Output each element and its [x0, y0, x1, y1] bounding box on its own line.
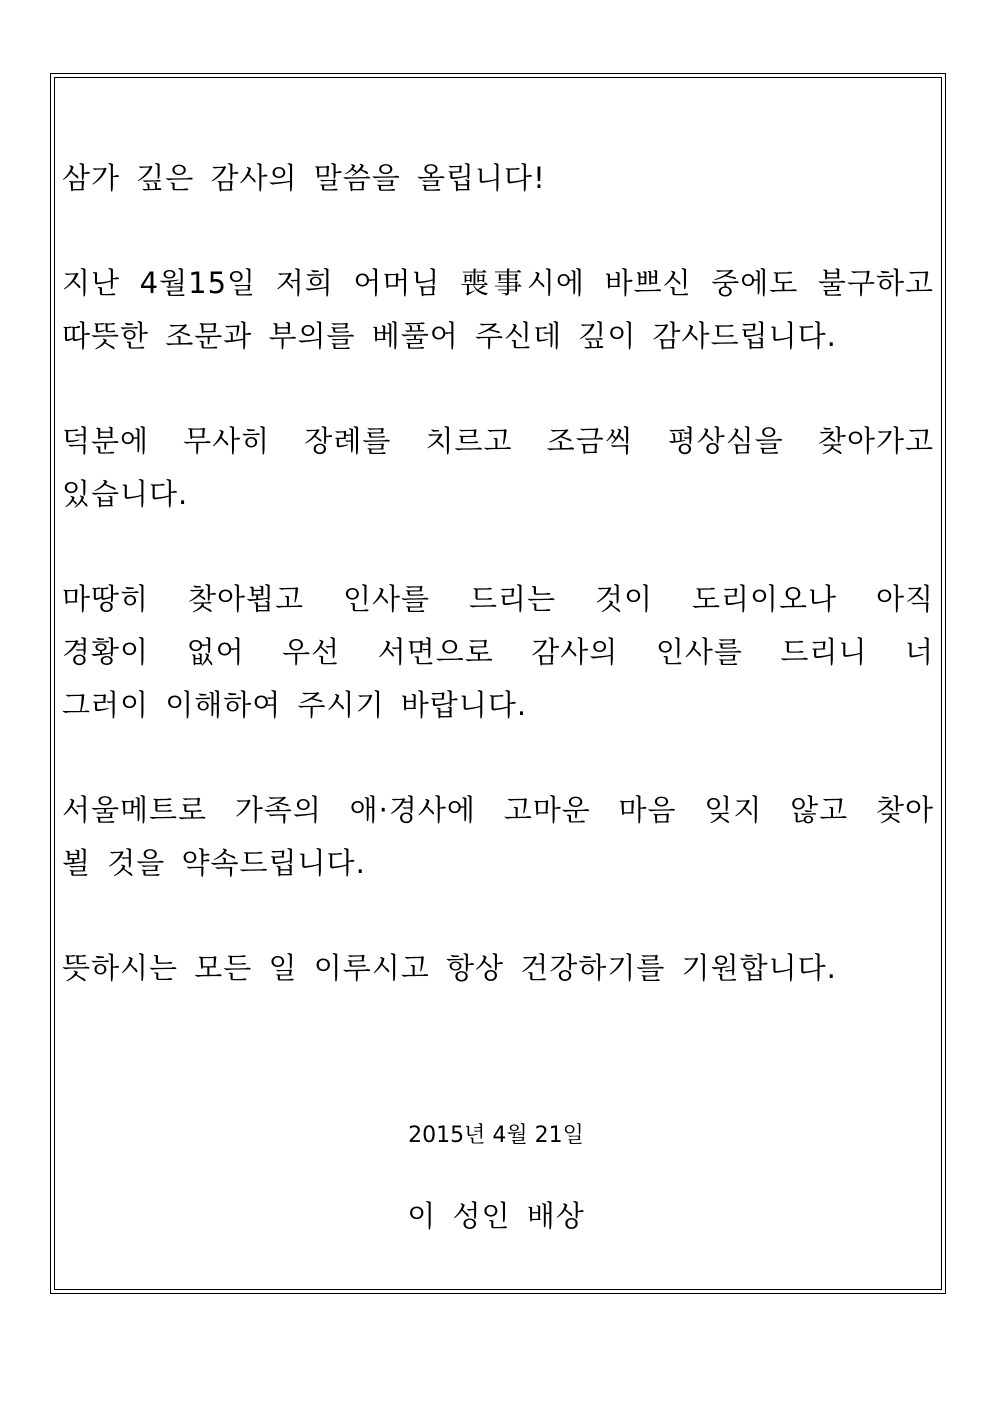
letter-body — [62, 152, 934, 1047]
paragraph-written-thanks — [62, 573, 934, 732]
paragraph-line: 뵐 것을 약속드립니다. — [62, 846, 366, 880]
paragraph-line: 따뜻한 조문과 부의를 베풀어 주신데 깊이 감사드립니다. — [62, 319, 837, 353]
greeting-paragraph — [62, 152, 934, 205]
letter-signature: 이 성인 배상 — [407, 1199, 585, 1233]
paragraph-line: 지난 4월15일 저희 어머님 喪事시에 바쁘신 중에도 불구하고 — [62, 266, 934, 300]
paragraph-promise — [62, 784, 934, 890]
paragraph-condolence-thanks — [62, 257, 934, 363]
paragraph-line: 경황이 없어 우선 서면으로 감사의 인사를 드리니 너 — [62, 635, 934, 669]
letter-date: 2015년 4월 21일 — [408, 1123, 584, 1148]
closing-paragraph — [62, 942, 934, 995]
greeting-line: 삼가 깊은 감사의 말씀을 올립니다! — [62, 161, 546, 195]
closing-line: 뜻하시는 모든 일 이루시고 항상 건강하기를 기원합니다. — [62, 951, 837, 985]
paragraph-line: 그러이 이해하여 주시기 바랍니다. — [62, 688, 528, 722]
paragraph-funeral-completed — [62, 415, 934, 521]
paragraph-line: 마땅히 찾아뵙고 인사를 드리는 것이 도리이오나 아직 — [62, 582, 934, 616]
paragraph-line: 덕분에 무사히 장례를 치르고 조금씩 평상심을 찾아가고 — [62, 424, 934, 458]
paragraph-line: 서울메트로 가족의 애·경사에 고마운 마음 잊지 않고 찾아 — [62, 793, 934, 827]
paragraph-line: 있습니다. — [62, 477, 189, 511]
